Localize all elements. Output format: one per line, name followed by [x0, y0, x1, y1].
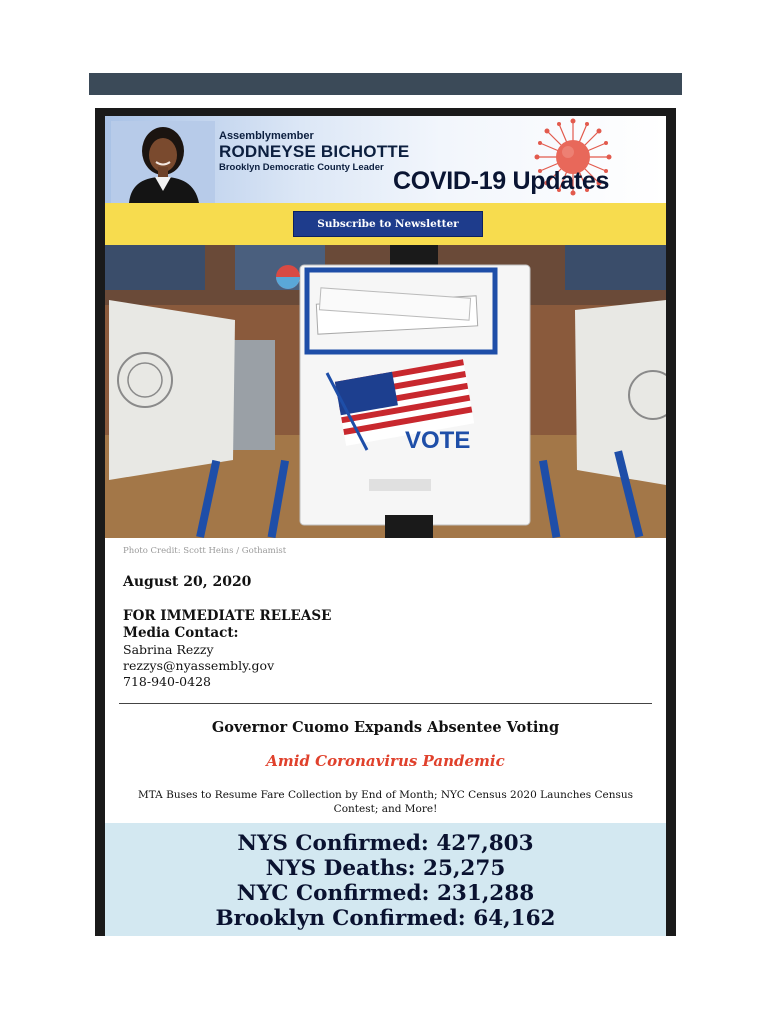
- article-headline: Governor Cuomo Expands Absentee Voting: [211, 719, 560, 736]
- covid-updates-title: COVID-19 Updates: [393, 167, 610, 195]
- article-summary: MTA Buses to Resume Fare Collection by End of Month; NYC Census 2020 Launches Census Contest; and More!: [138, 789, 633, 815]
- member-name: RODNEYSE BICHOTTE: [219, 142, 410, 161]
- newsletter-content: [105, 116, 666, 936]
- stat-nys-deaths: NYS Deaths: 25,275: [265, 856, 506, 881]
- contact-name: Sabrina Rezzy: [123, 642, 214, 657]
- subscribe-button[interactable]: Subscribe to Newsletter: [293, 211, 483, 237]
- release-label: FOR IMMEDIATE RELEASE: [123, 608, 332, 624]
- covid-stats-panel: [105, 823, 666, 936]
- photo-caption: Photo Credit: Scott Heins / Gothamist: [123, 546, 287, 556]
- header-banner: [105, 116, 666, 203]
- assemblymember-portrait: [111, 121, 215, 203]
- contact-phone: 718-940-0428: [123, 674, 211, 689]
- newsletter-frame: [95, 108, 676, 936]
- voting-booth-photo: [105, 245, 666, 538]
- divider: [119, 703, 652, 704]
- assemblymember-label: Assemblymember: [219, 130, 314, 142]
- article-subhead: Amid Coronavirus Pandemic: [266, 752, 505, 770]
- stat-brooklyn-confirmed: Brooklyn Confirmed: 64,162: [215, 906, 556, 931]
- contact-email[interactable]: rezzys@nyassembly.gov: [123, 658, 275, 673]
- subscribe-strip: [105, 203, 666, 245]
- top-bar: [89, 73, 682, 95]
- vote-text: VOTE: [405, 427, 471, 454]
- leader-label: Brooklyn Democratic County Leader: [219, 162, 384, 173]
- media-contact-label: Media Contact:: [123, 625, 239, 641]
- release-date: August 20, 2020: [123, 574, 252, 590]
- stat-nyc-confirmed: NYC Confirmed: 231,288: [236, 881, 535, 906]
- stat-nys-confirmed: NYS Confirmed: 427,803: [237, 831, 534, 856]
